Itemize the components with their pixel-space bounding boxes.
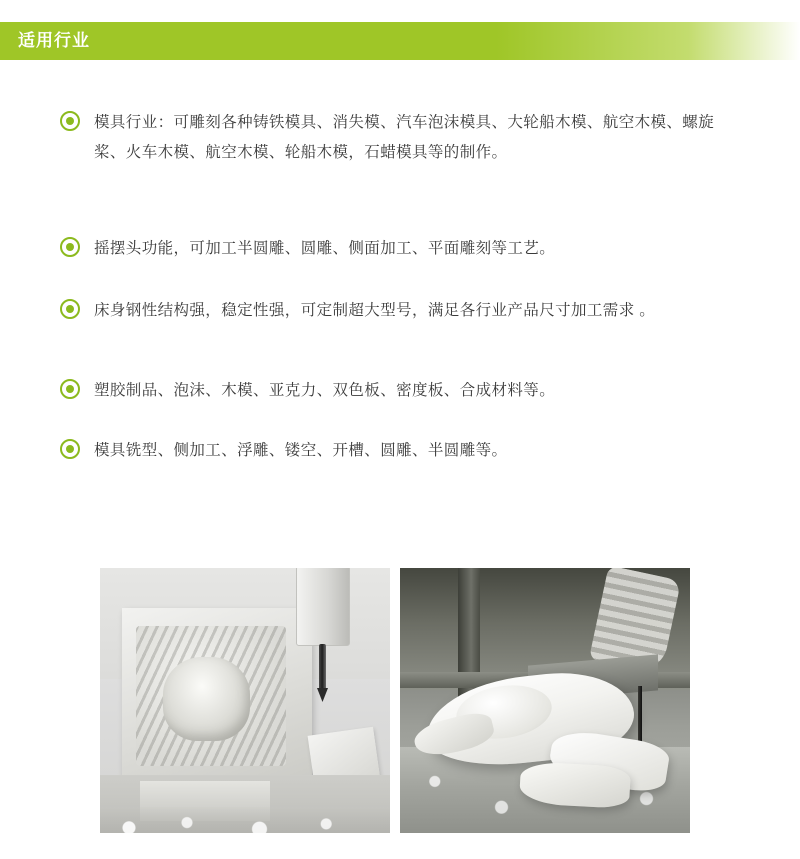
feature-bullet-list <box>0 108 800 466</box>
bullet-dot-icon <box>60 111 80 131</box>
list-item <box>0 108 800 168</box>
foam-dust-shape <box>100 807 390 833</box>
list-item <box>0 296 800 326</box>
list-item-text: 模具行业：可雕刻各种铸铁模具、消失模、汽车泡沫模具、大轮船木模、航空木模、螺旋桨、火车木模、航空木模、轮船木模，石蜡模具等的制作。 <box>94 114 715 161</box>
list-item <box>0 436 800 466</box>
carved-relief-shape <box>136 626 286 766</box>
header-accent-block <box>0 22 18 60</box>
list-item <box>0 234 800 264</box>
list-item-text: 摇摆头功能，可加工半圆雕、圆雕、侧面加工、平面雕刻等工艺。 <box>94 240 556 257</box>
bullet-dot-icon <box>60 237 80 257</box>
list-item-text: 模具铣型、侧加工、浮雕、镂空、开槽、圆雕、半圆雕等。 <box>94 442 508 459</box>
cnc-foam-relief-carving-photo <box>100 568 390 833</box>
spindle-head-shape <box>296 568 350 646</box>
list-item <box>0 376 800 406</box>
section-header-bar <box>0 22 800 60</box>
foam-block-shape <box>122 608 312 793</box>
bullet-dot-icon <box>60 439 80 459</box>
page-title: 适用行业 <box>18 31 90 50</box>
list-item-text: 床身钢性结构强，稳定性强，可定制超大型号，满足各行业产品尺寸加工需求 。 <box>94 302 656 319</box>
list-item-text: 塑胶制品、泡沫、木模、亚克力、双色板、密度板、合成材料等。 <box>94 382 556 399</box>
cutting-tool-shape <box>319 644 326 690</box>
product-photo-gallery <box>100 568 690 833</box>
bullet-dot-icon <box>60 379 80 399</box>
main-content <box>0 60 800 466</box>
bullet-dot-icon <box>60 299 80 319</box>
tool-tip-shape <box>317 688 328 702</box>
cnc-foam-sculpture-photo <box>400 568 690 833</box>
